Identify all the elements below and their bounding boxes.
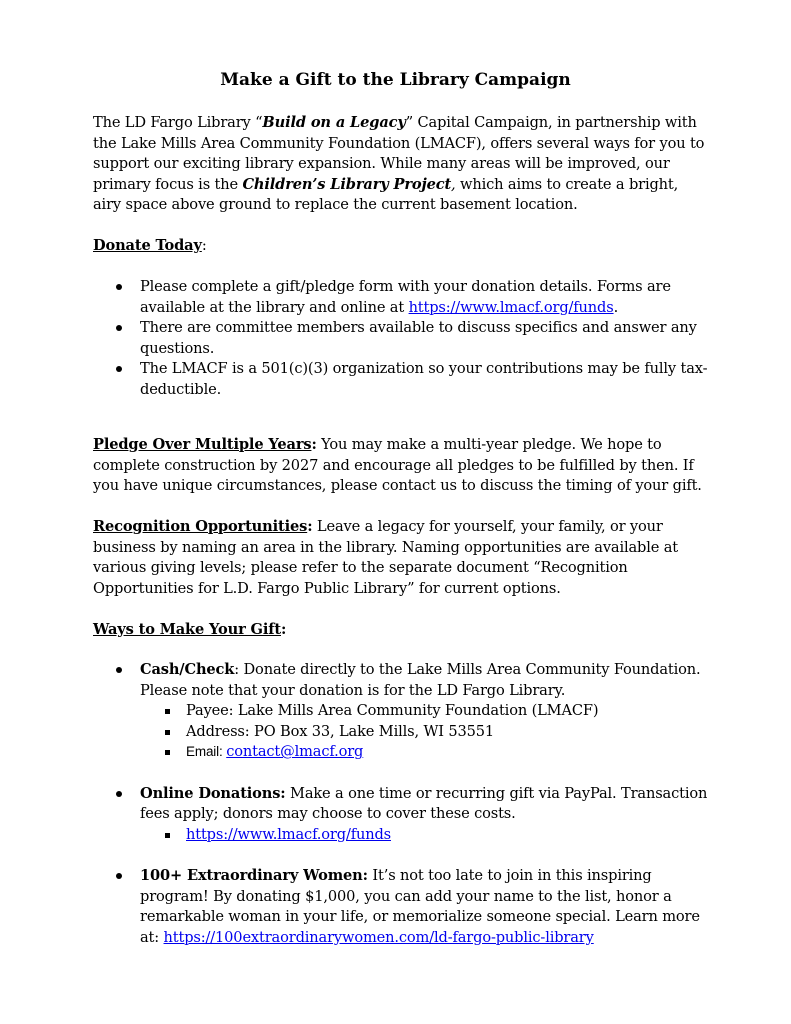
- payee-item: Payee: Lake Mills Area Community Foundation (LMACF): [93, 701, 708, 722]
- address-item: Address: PO Box 33, Lake Mills, WI 53551: [93, 722, 708, 743]
- donate-today-colon: :: [201, 237, 207, 254]
- spacer: [140, 763, 708, 784]
- email-link[interactable]: contact@lmacf.org: [226, 743, 364, 761]
- list-item: [93, 277, 708, 318]
- donate-today-heading: Donate Today: [93, 237, 202, 254]
- spacer: [140, 845, 708, 866]
- intro-text-3: which aims to create a bright, airy space above ground to replace the current basement location.: [93, 175, 679, 214]
- online-link-item: [93, 825, 708, 846]
- recognition-heading: Recognition Opportunities: [93, 518, 308, 535]
- online-text: Make a one time or recurring gift via PayPal. Transaction fees apply; donors may choose to cover these costs.: [140, 784, 708, 823]
- online-label: Online Donations:: [140, 784, 286, 802]
- list-item-online: [93, 784, 708, 866]
- women-label: 100+ Extraordinary Women:: [140, 866, 368, 884]
- pledge-paragraph: [93, 435, 708, 497]
- donate-today-list: [93, 277, 708, 401]
- ways-heading: Ways to Make Your Gift: [93, 621, 281, 638]
- list-item: [93, 359, 708, 400]
- pledge-heading: Pledge Over Multiple Years: [93, 436, 312, 453]
- online-details-list: [93, 825, 708, 846]
- campaign-name: Build on a Legacy: [262, 114, 406, 131]
- recognition-text: Leave a legacy for yourself, your family, or your business by naming an area in the library. Naming opportunities are available at various giving levels; please refer to the separate document “Recognition Opportunities for L.D. Fargo Public Library” for current options.: [93, 518, 679, 597]
- cash-label: Cash/Check: [140, 661, 235, 678]
- list-item-women: [93, 866, 708, 948]
- pledge-colon: :: [311, 436, 317, 453]
- intro-text-1: The LD Fargo Library “: [93, 114, 263, 131]
- donate-item-text: Please complete a gift/pledge form with your donation details. Forms are available at the library and online at: [140, 278, 671, 316]
- list-item-cash: [93, 660, 708, 784]
- cash-details-list: [93, 701, 708, 763]
- email-item: [93, 742, 708, 763]
- project-name: Children’s Library Project: [242, 175, 452, 193]
- ways-list: [93, 660, 708, 948]
- women-text: It’s not too late to join in this inspiring program! By donating $1,000, you can add your name to the list, honor a remarkable woman in your life, or memorialize someone special. Learn more at:: [140, 866, 700, 946]
- cash-text: : Donate directly to the Lake Mills Area Community Foundation. Please note that your donation is for the LD Fargo Library.: [140, 661, 701, 699]
- donate-item-text: The LMACF is a 501(c)(3) organization so your contributions may be fully tax-deductible.: [140, 360, 708, 398]
- donate-item-text: There are committee members available to discuss specifics and answer any questions.: [140, 319, 697, 357]
- intro-paragraph: [93, 113, 708, 216]
- email-label: Email: [186, 744, 220, 760]
- online-funds-link[interactable]: https://www.lmacf.org/funds: [186, 825, 391, 843]
- women-program-link[interactable]: https://100extraordinarywomen.com/ld-fargo-public-library: [163, 928, 594, 946]
- donate-item-period: .: [613, 298, 619, 316]
- intro-text-2: ” Capital Campaign, in partnership with the Lake Mills Area Community Foundation (LMACF), offers several ways for you to support our exciting library expansion. While many areas will be improved, our primary focus is the: [93, 114, 705, 193]
- pledge-text: You may make a multi-year pledge. We hope to complete construction by 2027 and encourage all pledges to be fulfilled by then. If you have unique circumstances, please contact us to discuss the timing of your gift.: [93, 436, 702, 495]
- ways-heading-line: [93, 620, 708, 641]
- lmacf-funds-link[interactable]: https://www.lmacf.org/funds: [408, 298, 614, 316]
- ways-colon: :: [281, 621, 287, 638]
- intro-comma: ,: [451, 175, 456, 193]
- list-item: [93, 318, 708, 359]
- donate-today-heading-line: [93, 236, 708, 257]
- recognition-colon: :: [307, 518, 313, 535]
- recognition-paragraph: [93, 517, 708, 599]
- page-title: Make a Gift to the Library Campaign: [220, 70, 571, 90]
- email-colon: :: [219, 744, 227, 760]
